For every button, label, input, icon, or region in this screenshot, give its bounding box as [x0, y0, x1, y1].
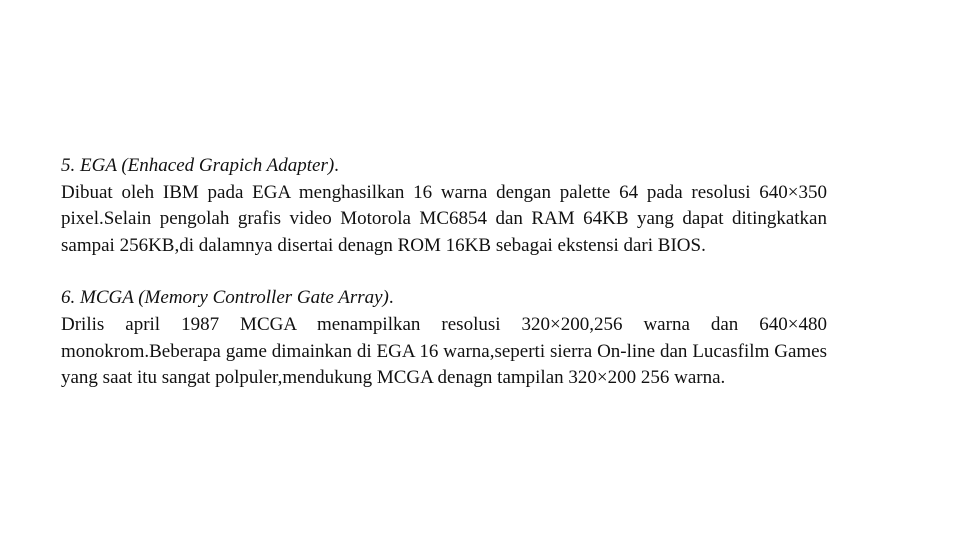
section-ega — [61, 153, 827, 259]
section-mcga-heading — [61, 285, 827, 312]
section-mcga-title: 6. MCGA (Memory Controller Gate Array) — [61, 287, 389, 309]
slide-content — [61, 153, 827, 392]
section-mcga-body: Drilis april 1987 MCGA menampilkan resolusi 320×200,256 warna dan 640×480 monokrom.Beberapa game dimainkan di EGA 16 warna,seperti sierra On-line dan Lucasfilm Games yang saat itu sangat polpuler,mendukung MCGA denagn tampilan 320×200 256 warna. — [61, 313, 827, 389]
section-ega-title: 5. EGA (Enhaced Grapich Adapter) — [61, 155, 335, 176]
section-ega-heading — [61, 153, 827, 180]
section-ega-title-suffix: . — [334, 155, 339, 176]
section-mcga-title-suffix: . — [388, 287, 394, 309]
section-mcga — [61, 285, 827, 391]
section-ega-body: Dibuat oleh IBM pada EGA menghasilkan 16 warna dengan palette 64 pada resolusi 640×350 pixel.Selain pengolah grafis video Motorola MC6854 dan RAM 64KB yang dapat ditingkatkan sampai 256KB,di dalamnya disertai denagn ROM 16KB sebagai ekstensi dari BIOS. — [61, 181, 827, 256]
